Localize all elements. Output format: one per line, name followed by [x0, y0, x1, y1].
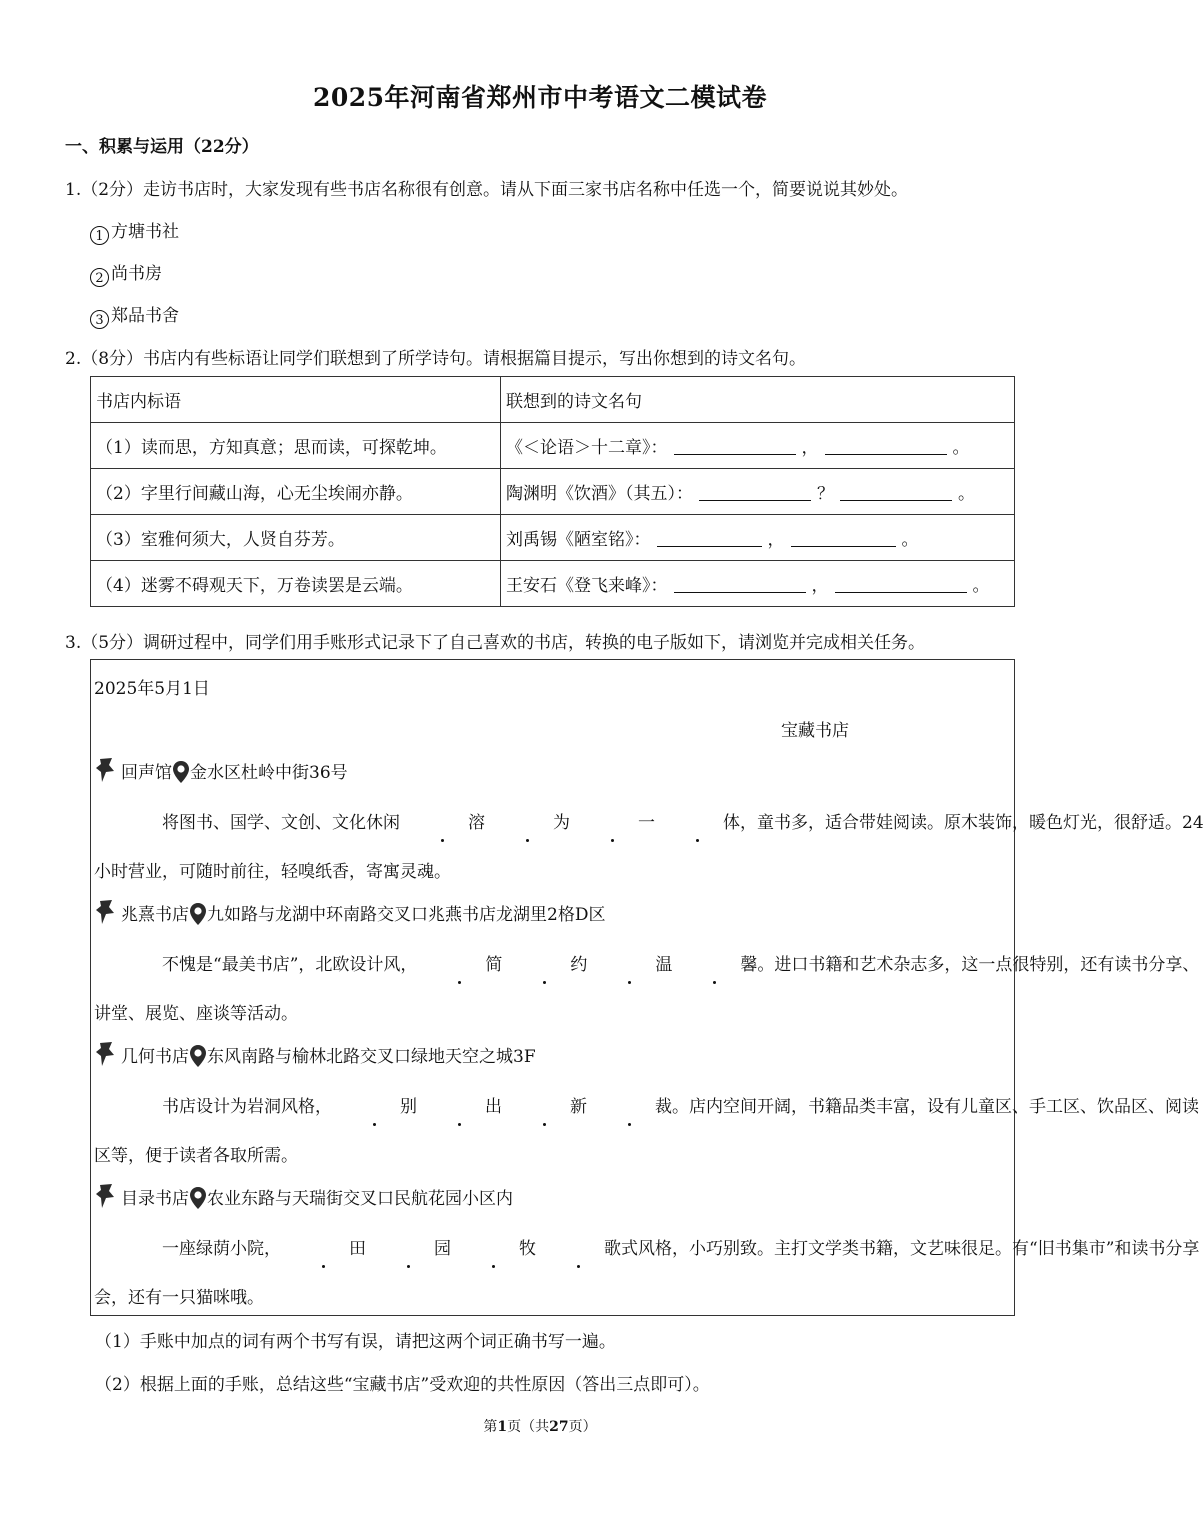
- table-row: [91, 561, 1015, 607]
- store-name: 兆熹书店: [121, 905, 189, 925]
- total-pages-number: 27: [549, 1419, 569, 1435]
- footer-text: 页）: [568, 1419, 597, 1435]
- description-text: 式风格，小巧别致。主打文学类书籍，文艺味很足。有“旧书集市”和读书分享: [621, 1239, 1200, 1259]
- answer-blank[interactable]: [657, 532, 762, 547]
- blank-end: 。: [952, 438, 970, 458]
- question-1-option-3: [90, 301, 179, 329]
- store-description: [94, 808, 1204, 833]
- store-header: [95, 1182, 513, 1210]
- current-page-number: 1: [497, 1419, 508, 1435]
- option-text: 郑品书舍: [111, 306, 179, 326]
- blank-end: 。: [972, 576, 990, 596]
- table-header-row: [91, 377, 1015, 423]
- store-name: 回声馆: [121, 763, 172, 783]
- dotted-word: 别 出 新 裁: [332, 1097, 672, 1117]
- question-2-stem: 2.（8分）书店内有些标语让同学们联想到了所学诗句。请根据篇目提示，写出你想到的诗文名句。: [65, 349, 807, 369]
- blank-end: 。: [901, 530, 919, 550]
- blank-separator: ，: [811, 576, 829, 596]
- location-pin-icon: [172, 760, 190, 784]
- answer-cell: [501, 515, 1015, 561]
- blank-end: 。: [958, 484, 975, 504]
- store-address: 九如路与龙湖中环南路交叉口兆燕书店龙湖里2格D区: [207, 905, 606, 925]
- poem-source: 《＜论语＞十二章》：: [506, 438, 668, 458]
- blank-separator: ？: [817, 484, 834, 504]
- slogan-cell: （2）字里行间藏山海，心无尘埃闹亦静。: [91, 469, 501, 515]
- location-pin-icon: [189, 902, 207, 926]
- description-text: 书店设计为岩洞风格，: [162, 1097, 332, 1117]
- poem-source: 刘禹锡《陋室铭》：: [506, 530, 651, 550]
- poem-source: 王安石《登飞来峰》：: [506, 576, 668, 596]
- option-text: 方塘书社: [111, 222, 179, 242]
- store-address: 农业东路与天瑞街交叉口民航花园小区内: [207, 1189, 513, 1209]
- footer-text: 第: [483, 1419, 498, 1435]
- store-description-line: 会，还有一只猫咪哦。: [94, 1288, 264, 1308]
- location-pin-icon: [189, 1186, 207, 1210]
- journal-heading: 宝藏书店: [781, 721, 849, 741]
- store-header: [95, 1040, 536, 1068]
- question-1-option-1: [90, 217, 179, 245]
- pushpin-icon: [95, 756, 121, 784]
- table-row: [91, 515, 1015, 561]
- answer-blank[interactable]: [791, 532, 896, 547]
- question-2-table: [90, 376, 1015, 607]
- answer-cell: [501, 469, 1015, 515]
- option-text: 尚书房: [111, 264, 162, 284]
- store-header: [95, 756, 348, 784]
- page-footer: [0, 1416, 1080, 1436]
- store-name: 几何书店: [121, 1047, 189, 1067]
- description-text: 将图书、国学、文创、文化休闲: [162, 813, 400, 833]
- pushpin-icon: [95, 898, 121, 926]
- dotted-word: 溶 为 一 体: [400, 813, 740, 833]
- answer-blank[interactable]: [674, 578, 806, 593]
- description-text: ，童书多，适合带娃阅读。原木装饰，暖色灯光，很舒适。24: [740, 813, 1204, 833]
- option-number-circle: 1: [90, 226, 109, 245]
- answer-cell: [501, 561, 1015, 607]
- question-1-option-2: [90, 259, 162, 287]
- option-number-circle: 3: [90, 310, 109, 329]
- store-description: [94, 1234, 1200, 1259]
- answer-cell: [501, 423, 1015, 469]
- pushpin-icon: [95, 1182, 121, 1210]
- location-pin-icon: [189, 1044, 207, 1068]
- store-description: [94, 950, 1200, 975]
- question-3-sub-1: （1）手账中加点的词有两个书写有误，请把这两个词正确书写一遍。: [95, 1332, 616, 1352]
- section-heading: 一、积累与运用（22分）: [65, 137, 259, 157]
- answer-blank[interactable]: [674, 440, 796, 455]
- slogan-cell: （4）迷雾不碍观天下，万卷读罢是云端。: [91, 561, 501, 607]
- description-text: 。店内空间开阔，书籍品类丰富，设有儿童区、手工区、饮品区、阅读: [672, 1097, 1199, 1117]
- description-text: 。进口书籍和艺术杂志多，这一点很特别，还有读书分享、: [757, 955, 1200, 975]
- answer-blank[interactable]: [835, 578, 967, 593]
- pushpin-icon: [95, 1040, 121, 1068]
- page-title: 2025年河南省郑州市中考语文二模试卷: [312, 83, 768, 112]
- dotted-word: 田 园 牧 歌: [281, 1239, 621, 1259]
- blank-separator: ，: [801, 438, 819, 458]
- poem-source: 陶渊明《饮酒》（其五）：: [506, 484, 693, 504]
- slogan-cell: （1）读而思，方知真意；思而读，可探乾坤。: [91, 423, 501, 469]
- blank-separator: ，: [767, 530, 785, 550]
- journal-date: 2025年5月1日: [94, 679, 210, 699]
- option-number-circle: 2: [90, 268, 109, 287]
- store-header: [95, 898, 605, 926]
- question-1-stem: 1.（2分）走访书店时，大家发现有些书店名称很有创意。请从下面三家书店名称中任选一个，简要说说其妙处。: [65, 180, 909, 200]
- description-text: 一座绿荫小院，: [162, 1239, 281, 1259]
- answer-blank[interactable]: [699, 486, 811, 501]
- dotted-word: 简 约 温 馨: [417, 955, 757, 975]
- description-text: 不愧是“最美书店”，北欧设计风，: [162, 955, 418, 975]
- question-3-stem: 3.（5分）调研过程中，同学们用手账形式记录下了自己喜欢的书店，转换的电子版如下，请浏览并完成相关任务。: [65, 633, 926, 653]
- store-description-line: 讲堂、展览、座谈等活动。: [94, 1004, 298, 1024]
- store-description-line: 小时营业，可随时前往，轻嗅纸香，寄寓灵魂。: [94, 862, 451, 882]
- answer-blank[interactable]: [825, 440, 947, 455]
- slogan-cell: （3）室雅何须大，人贤自芬芳。: [91, 515, 501, 561]
- store-address: 东风南路与榆林北路交叉口绿地天空之城3F: [207, 1047, 536, 1067]
- answer-blank[interactable]: [840, 486, 952, 501]
- footer-text: 页（共: [507, 1419, 550, 1435]
- store-name: 目录书店: [121, 1189, 189, 1209]
- store-address: 金水区杜岭中街36号: [190, 763, 348, 783]
- question-3-sub-2: （2）根据上面的手账，总结这些“宝藏书店”受欢迎的共性原因（答出三点即可）。: [95, 1375, 710, 1395]
- journal-box: [90, 659, 1204, 1316]
- store-description: [94, 1092, 1199, 1117]
- table-row: [91, 469, 1015, 515]
- table-row: [91, 423, 1015, 469]
- table-header-cell: 书店内标语: [91, 377, 501, 423]
- store-description-line: 区等，便于读者各取所需。: [94, 1146, 298, 1166]
- table-header-cell: 联想到的诗文名句: [501, 377, 1015, 423]
